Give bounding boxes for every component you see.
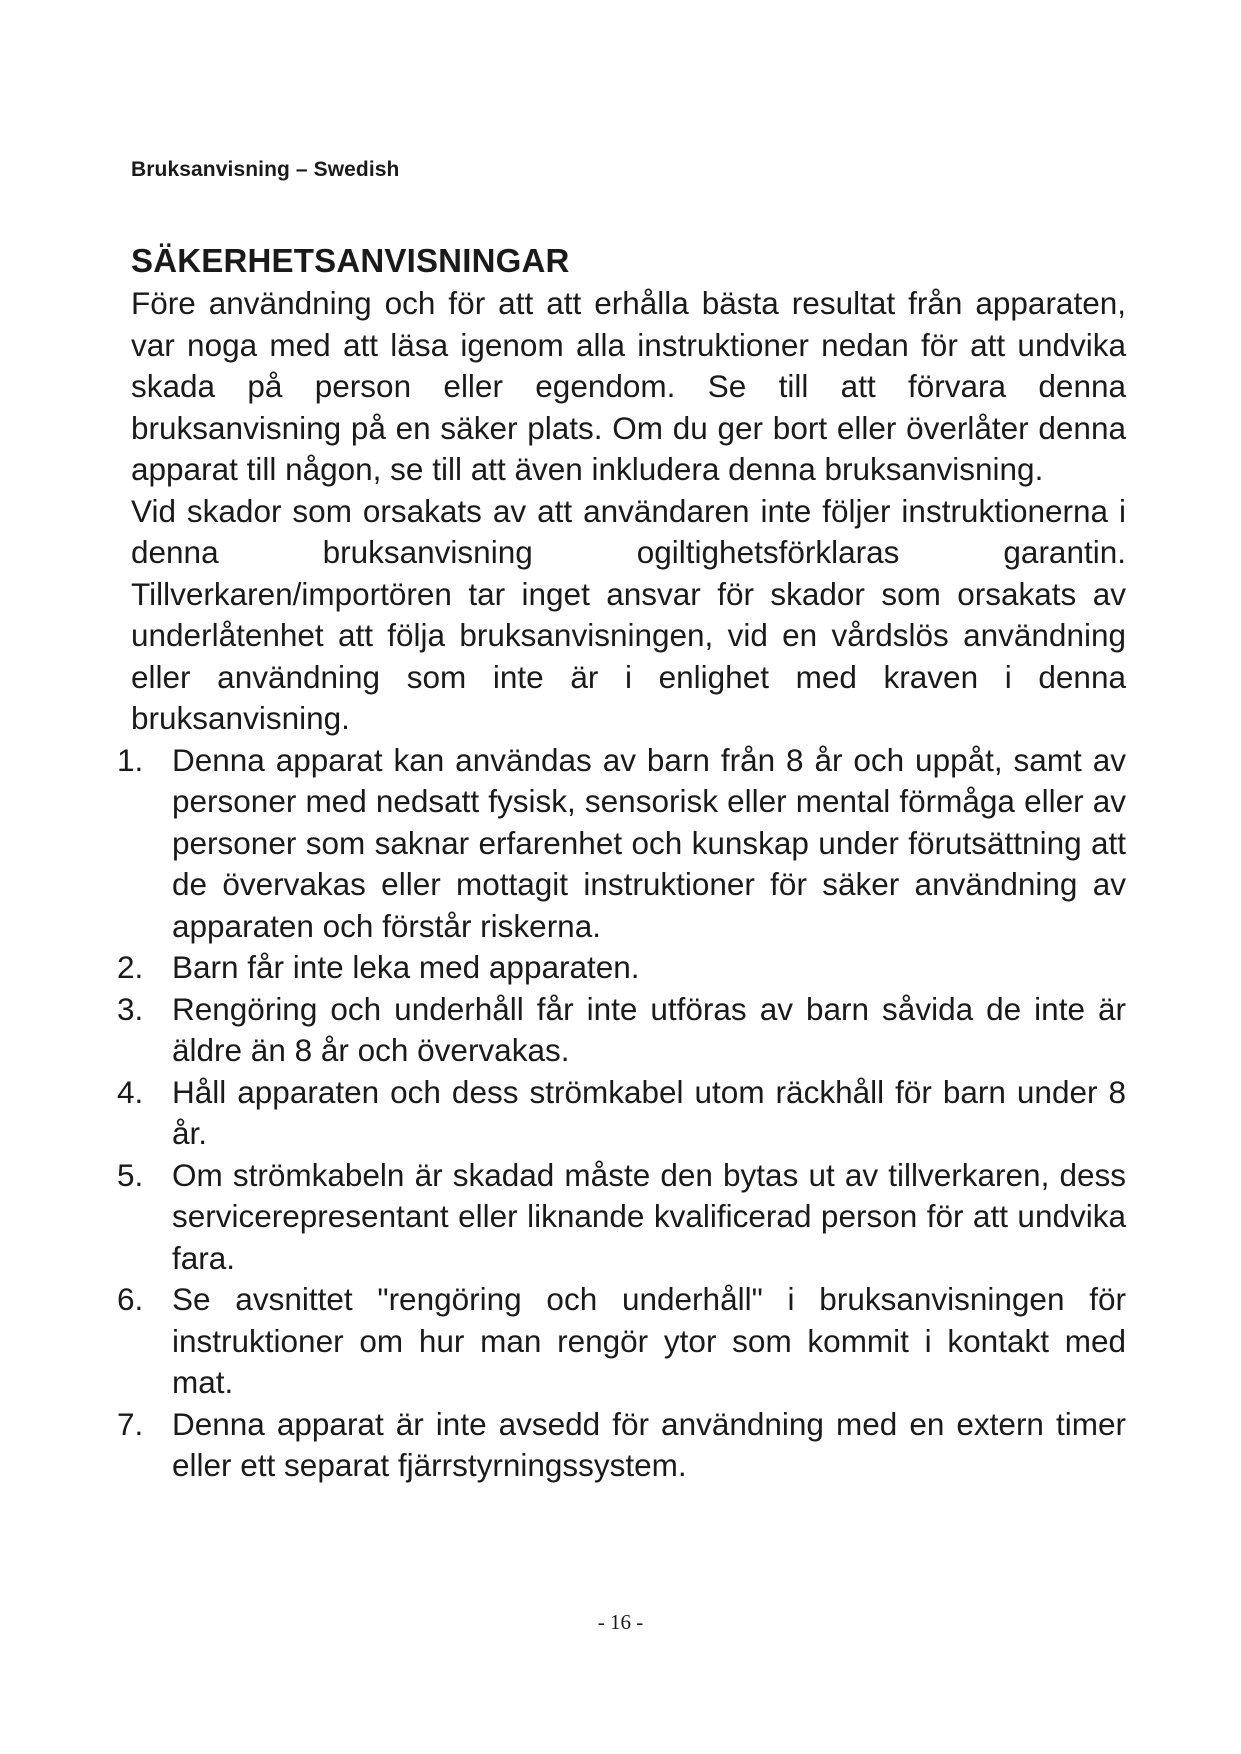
warranty-paragraph: Vid skador som orsakats av att användaren inte följer instruktionerna i denna bruksanvisning ogiltighetsförklaras garantin. Tillverkaren/importören tar inget ansvar för skador som orsakats av underlåtenhet att följa bruksanvisningen, vid en vårdslös användning eller användning som inte är i enlighet med kraven i denna bruksanvisning. — [131, 492, 1126, 736]
list-item-number: 1. — [117, 741, 144, 778]
list-item — [117, 1279, 1126, 1404]
list-item-number: 4. — [117, 1073, 144, 1110]
safety-content — [117, 283, 1126, 1487]
section-title: SÄKERHETSANVISNINGAR — [131, 242, 570, 279]
list-item — [117, 1072, 1126, 1155]
list-item-number: 6. — [117, 1281, 144, 1317]
list-item — [117, 740, 1126, 948]
intro-paragraph: Före användning och för att att erhålla bästa resultat från apparaten, var noga med att läsa igenom alla instruktioner nedan för att undvika skada på person eller egendom. Se till att förvara denna bruksanvisning på en säker plats. Om du ger bort eller överlåter denna apparat till någon, se till att även inkludera denna bruksanvisning. — [131, 285, 1126, 487]
list-item — [117, 1155, 1126, 1280]
list-item — [117, 1404, 1126, 1487]
list-item-text: Denna apparat är inte avsedd för användning med en extern timer eller ett separat fjärrstyrningssystem. — [172, 1405, 1126, 1483]
list-item-number: 7. — [117, 1405, 144, 1442]
list-item-text: Om strömkabeln är skadad måste den bytas ut av tillverkaren, dess servicerepresentant eller liknande kvalificerad person för att undvika fara. — [172, 1156, 1126, 1276]
list-item-text: Barn får inte leka med apparaten. — [172, 949, 640, 985]
list-item-number: 2. — [117, 949, 144, 985]
list-item-text: Denna apparat kan användas av barn från 8 år och uppåt, samt av personer med nedsatt fysisk, sensorisk eller mental förmåga eller av personer som saknar erfarenhet och kunskap under förutsättning att de övervakas eller mottagit instruktioner för säker användning av apparaten och förstår riskerna. — [172, 741, 1126, 944]
safety-rules-list — [117, 740, 1126, 1487]
list-item — [117, 989, 1126, 1072]
list-item-number: 5. — [117, 1156, 144, 1193]
page-number: - 16 - — [597, 1610, 644, 1634]
list-item-text: Håll apparaten och dess strömkabel utom räckhåll för barn under 8 år. — [172, 1073, 1126, 1151]
list-item-text: Rengöring och underhåll får inte utföras av barn såvida de inte är äldre än 8 år och övervakas. — [172, 990, 1126, 1068]
list-item-number: 3. — [117, 990, 144, 1027]
list-item-text: Se avsnittet "rengöring och underhåll" i bruksanvisningen för instruktioner om hur man rengör ytor som kommit i kontakt med mat. — [172, 1281, 1126, 1400]
list-item — [117, 947, 1126, 989]
document-header-label: Bruksanvisning – Swedish — [131, 158, 400, 181]
